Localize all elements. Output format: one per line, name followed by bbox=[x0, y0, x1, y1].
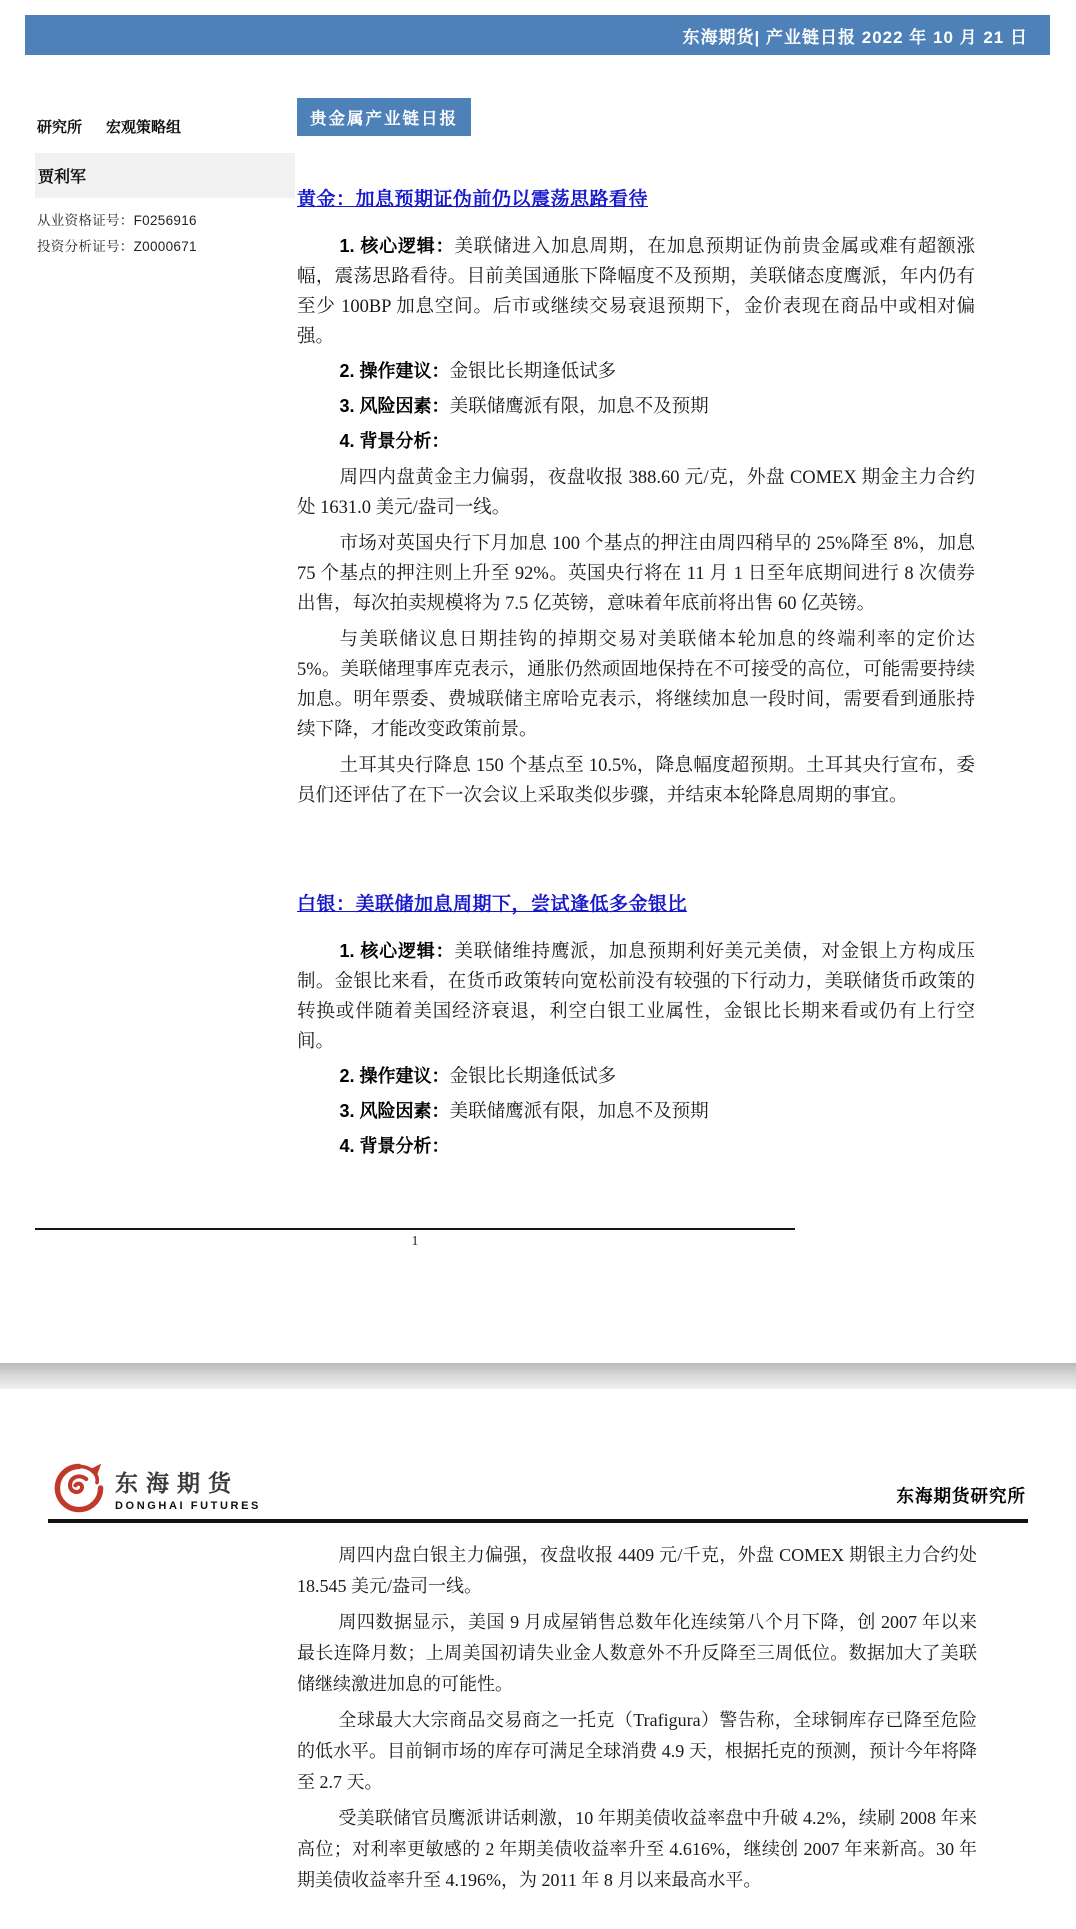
footer-rule bbox=[35, 1228, 795, 1230]
item-label: 1. 核心逻辑： bbox=[339, 236, 455, 256]
body-paragraph: 土耳其央行降息 150 个基点至 10.5%，降息幅度超预期。土耳其央行宣布，委员们还评估了在下一次会议上采取类似步骤，并结束本轮降息周期的事宜。 bbox=[297, 756, 975, 806]
item-label: 4. 背景分析： bbox=[339, 431, 450, 451]
item-label: 3. 风险因素： bbox=[339, 1101, 450, 1121]
item-text: 美联储进入加息周期，在加息预期证伪前贵金属或难有超额涨幅，震荡思路看待。目前美国通胀下降幅度不及预期，美联储态度鹰派，年内仍有至少 100BP 加息空间。后市或继续交易衰退预期下，金价表现在商品中或相对偏强。 bbox=[297, 237, 975, 347]
item-label: 1. 核心逻辑： bbox=[339, 941, 455, 961]
gold-item-core-logic bbox=[297, 231, 975, 352]
body-paragraph: 受美联储官员鹰派讲话刺激，10 年期美债收益率盘中升破 4.2%，续刷 2008 年来高位；对利率更敏感的 2 年期美债收益率升至 4.616%，继续创 2007 年来新高。30 年期美债收益率升至 4.196%，为 2011 年 8 月以来最高水平。 bbox=[297, 1808, 977, 1890]
team-label: 宏观策略组 bbox=[106, 119, 182, 136]
silver-item-advice bbox=[297, 1061, 975, 1092]
company-logo bbox=[52, 1461, 261, 1515]
item-text: 金银比长期逢低试多 bbox=[449, 1067, 617, 1087]
item-text: 美联储鹰派有限，加息不及预期 bbox=[449, 1102, 709, 1122]
item-text: 金银比长期逢低试多 bbox=[449, 362, 617, 382]
cert-block bbox=[35, 208, 295, 260]
gold-item-risk bbox=[297, 391, 975, 422]
cert-label: 从业资格证号： bbox=[37, 213, 134, 228]
item-label: 3. 风险因素： bbox=[339, 396, 450, 416]
section-heading-gold[interactable]: 黄金：加息预期证伪前仍以震荡思路看待 bbox=[297, 189, 649, 210]
item-text: 美联储鹰派有限，加息不及预期 bbox=[449, 397, 709, 417]
section-heading-silver[interactable]: 白银：美联储加息周期下，尝试逢低多金银比 bbox=[297, 894, 688, 915]
donghai-dragon-logo-icon bbox=[52, 1461, 106, 1515]
logo-name-cn: 东海期货 bbox=[115, 1469, 239, 1496]
body-paragraph: 市场对英国央行下月加息 100 个基点的押注由周四稍早的 25%降至 8%，加息 75 个基点的押注则上升至 92%。英国央行将在 11 月 1 日至年底期间进行 8 次债券出售，每次拍卖规模将为 7.5 亿英镑，意味着年底前将出售 60 亿英镑。 bbox=[297, 534, 975, 614]
page-number: 1 bbox=[411, 1233, 419, 1248]
item-label: 2. 操作建议： bbox=[339, 361, 450, 381]
silver-item-core-logic bbox=[297, 936, 975, 1057]
cert-row bbox=[37, 208, 295, 234]
analyst-name-band bbox=[35, 153, 295, 198]
header-rule bbox=[48, 1519, 1028, 1523]
logo-name-en: DONGHAI FUTURES bbox=[115, 1499, 261, 1512]
analyst-sidebar bbox=[35, 116, 295, 260]
body-paragraph: 周四内盘黄金主力偏弱，夜盘收报 388.60 元/克，外盘 COMEX 期金主力合约处 1631.0 美元/盎司一线。 bbox=[297, 468, 975, 518]
gold-item-background bbox=[297, 426, 975, 457]
body-paragraph: 与美联储议息日期挂钩的掉期交易对美联储本轮加息的终端利率的定价达 5%。美联储理事库克表示，通胀仍然顽固地保持在不可接受的高位，可能需要持续加息。明年票委、费城联储主席哈克表示，将继续加息一段时间，需要看到通胀持续下降，才能改变政策前景。 bbox=[297, 630, 975, 740]
banner-title: 东海期货| 产业链日报 2022 年 10 月 21 日 bbox=[682, 27, 1028, 47]
department-label: 研究所 bbox=[37, 119, 83, 136]
gold-item-advice bbox=[297, 356, 975, 387]
page2-body bbox=[297, 1535, 977, 1896]
cert-value: F0256916 bbox=[133, 213, 197, 228]
item-label: 2. 操作建议： bbox=[339, 1066, 450, 1086]
report-badge: 贵金属产业链日报 bbox=[297, 98, 471, 136]
silver-item-risk bbox=[297, 1096, 975, 1127]
cert-value: Z0000671 bbox=[133, 239, 197, 254]
top-banner bbox=[25, 15, 1050, 55]
cert-label: 投资分析证号： bbox=[37, 239, 134, 254]
report-body bbox=[297, 98, 975, 1162]
report-page-2 bbox=[0, 1389, 1076, 1929]
logo-text bbox=[115, 1465, 261, 1512]
cert-row bbox=[37, 234, 295, 260]
item-text: 美联储维持鹰派，加息预期利好美元美债，对金银上方构成压制。金银比来看，在货币政策转向宽松前没有较强的下行动力，美联储货币政策的转换或伴随着美国经济衰退，利空白银工业属性，金银比长期来看或仍有上行空间。 bbox=[297, 942, 975, 1052]
silver-item-background bbox=[297, 1131, 975, 1162]
body-paragraph: 周四数据显示，美国 9 月成屋销售总数年化连续第八个月下降，创 2007 年以来最长连降月数；上周美国初请失业金人数意外不升反降至三周低位。数据加大了美联储继续激进加息的可能性。 bbox=[297, 1612, 977, 1694]
department-row bbox=[35, 116, 295, 137]
item-label: 4. 背景分析： bbox=[339, 1136, 450, 1156]
research-institute-label: 东海期货研究所 bbox=[896, 1486, 1026, 1506]
page-divider bbox=[0, 1363, 1076, 1389]
analyst-name: 贾利军 bbox=[38, 169, 87, 186]
body-paragraph: 全球最大大宗商品交易商之一托克（Trafigura）警告称，全球铜库存已降至危险的低水平。目前铜市场的库存可满足全球消费 4.9 天，根据托克的预测，预计今年将降至 2.7 天。 bbox=[297, 1710, 977, 1792]
body-paragraph: 周四内盘白银主力偏强，夜盘收报 4409 元/千克，外盘 COMEX 期银主力合约处 18.545 美元/盎司一线。 bbox=[297, 1545, 977, 1596]
